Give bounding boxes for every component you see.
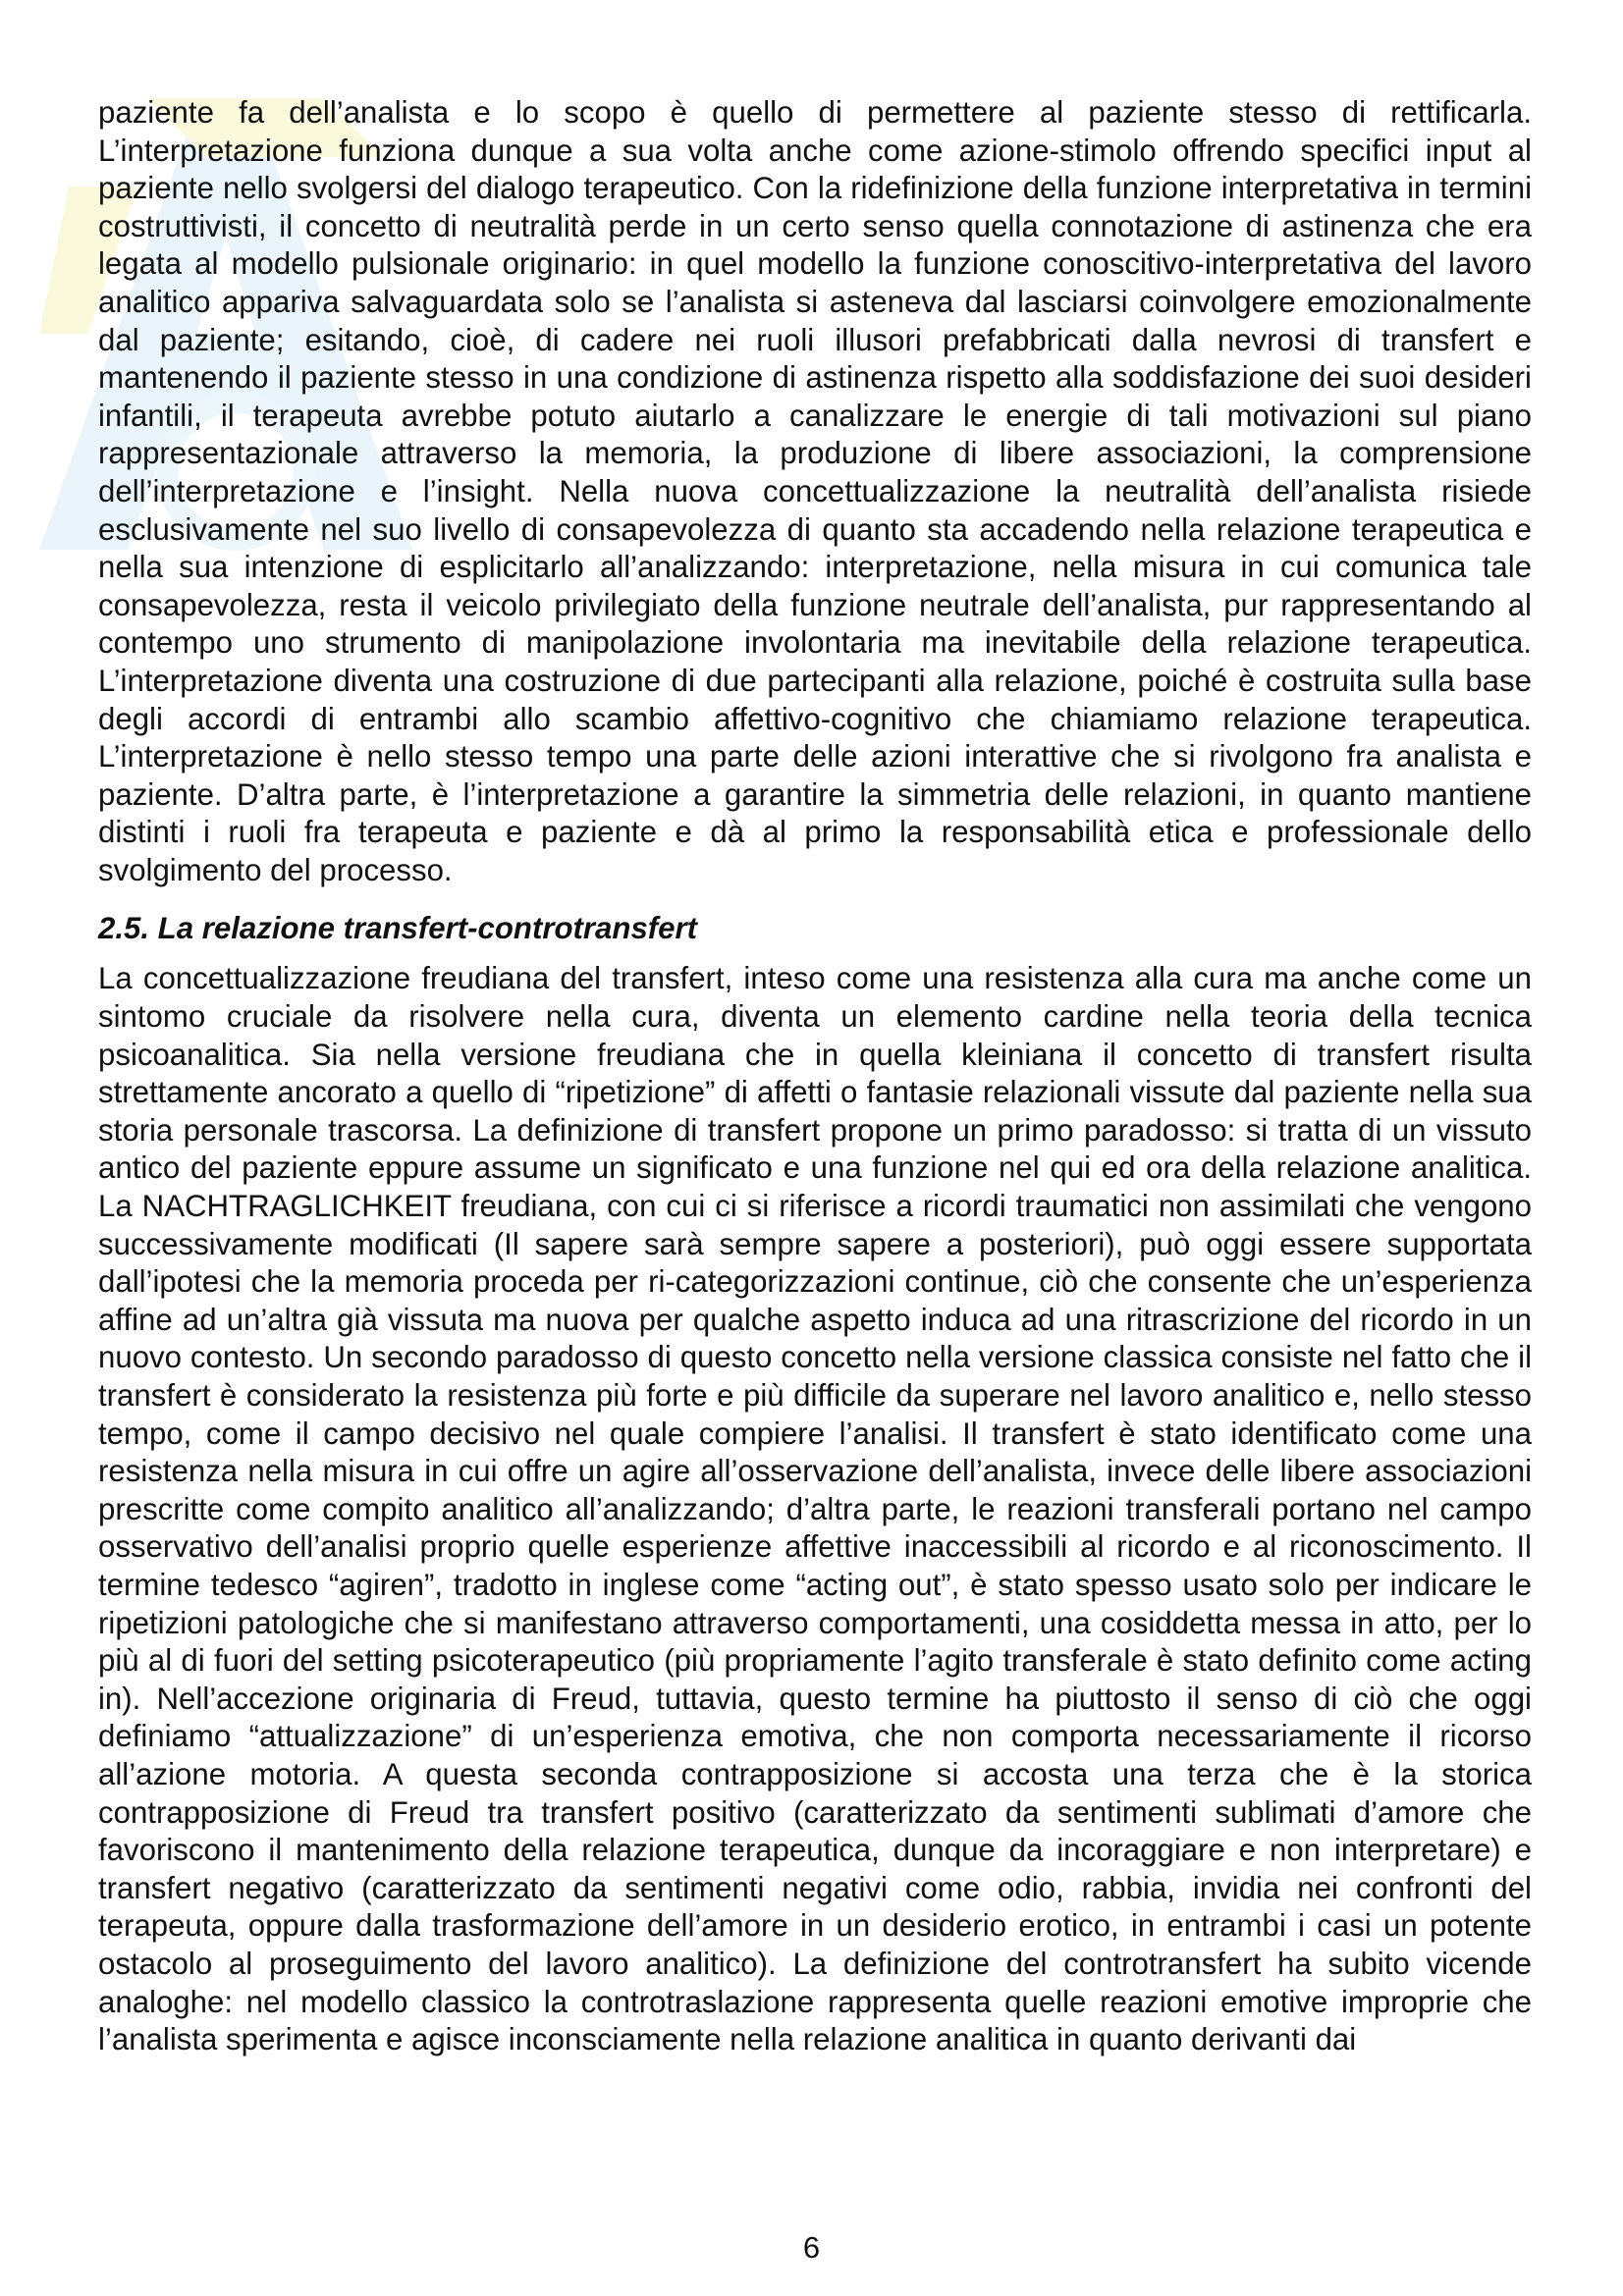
paragraph: paziente fa dell’analista e lo scopo è quello di permettere al paziente stesso di rettificarla. L’interpretazione funziona dunque a sua volta anche come azione-stimolo offrendo specifici input al paziente nello svolgersi del dialogo terapeutico. Con la ridefinizione della funzione interpretativa in termini costruttivisti, il concetto di neutralità perde in un certo senso quella connotazione di astinenza che era legata al modello pulsionale originario: in quel modello la funzione conoscitivo-interpretativa del lavoro analitico appariva salvaguardata solo se l’analista si asteneva dal lasciarsi coinvolgere emozionalmente dal paziente; esitando, cioè, di cadere nei ruoli illusori prefabbricati dalla nevrosi di transfert e mantenendo il paziente stesso in una condizione di astinenza rispetto alla soddisfazione dei suoi desideri infantili, il terapeuta avrebbe potuto aiutarlo a canalizzare le energie di tali motivazioni sul piano rappresentazionale attraverso la memoria, la produzione di libere associazioni, la comprensione dell’interpretazione e l’insight. Nella nuova concettualizzazione la neutralità dell’analista risiede esclusivamente nel suo livello di consapevolezza di quanto sta accadendo nella relazione terapeutica e nella sua intenzione di esplicitarlo all’analizzando: interpretazione, nella misura in cui comunica tale consapevolezza, resta il veicolo privilegiato della funzione neutrale dell’analista, pur rappresentando al contempo uno strumento di manipolazione involontaria ma inevitabile della relazione terapeutica. L’interpretazione diventa una costruzione di due partecipanti alla relazione, poiché è costruita sulla base degli accordi di entrambi allo scambio affettivo-cognitivo che chiamiamo relazione terapeutica. L’interpretazione è nello stesso tempo una parte delle azioni interattive che si rivolgono fra analista e paziente. D’altra parte, è l’interpretazione a garantire la simmetria delle relazioni, in quanto mantiene distinti i ruoli fra terapeuta e paziente e dà al primo la responsabilità etica e professionale dello svolgimento del processo. xyxy=(98,95,1532,887)
document-body xyxy=(98,94,1532,2059)
paragraph: La concettualizzazione freudiana del transfert, inteso come una resistenza alla cura ma anche come un sintomo cruciale da risolvere nella cura, diventa un elemento cardine nella teoria della tecnica psicoanalitica. Sia nella versione freudiana che in quella kleiniana il concetto di transfert risulta strettamente ancorato a quello di “ripetizione” di affetti o fantasie relazionali vissute dal paziente nella sua storia personale trascorsa. La definizione di transfert propone un primo paradosso: si tratta di un vissuto antico del paziente eppure assume un significato e una funzione nel qui ed ora della relazione analitica. La NACHTRAGLICHKEIT freudiana, con cui ci si riferisce a ricordi traumatici non assimilati che vengono successivamente modificati (Il sapere sarà sempre sapere a posteriori), può oggi essere supportata dall’ipotesi che la memoria proceda per ri-categorizzazioni continue, ciò che consente che un’esperienza affine ad un’altra già vissuta ma nuova per qualche aspetto induca ad una ritrascrizione del ricordo in un nuovo contesto. Un secondo paradosso di questo concetto nella versione classica consiste nel fatto che il transfert è considerato la resistenza più forte e più difficile da superare nel lavoro analitico e, nello stesso tempo, come il campo decisivo nel quale compiere l’analisi. Il transfert è stato identificato come una resistenza nella misura in cui offre un agire all’osservazione dell’analista, invece delle libere associazioni prescritte come compito analitico all’analizzando; d’altra parte, le reazioni transferali portano nel campo osservativo dell’analisi proprio quelle esperienze affettive inaccessibili al ricordo e al riconoscimento. Il termine tedesco “agiren”, tradotto in inglese come “acting out”, è stato spesso usato solo per indicare le ripetizioni patologiche che si manifestano attraverso comportamenti, una cosiddetta messa in atto, per lo più al di fuori del setting psicoterapeutico (più propriamente l’agito transferale è stato definito come acting in). Nell’accezione originaria di Freud, tuttavia, questo termine ha piuttosto il senso di ciò che oggi definiamo “attualizzazione” di un’esperienza emotiva, che non comporta necessariamente il ricorso all’azione motoria. A questa seconda contrapposizione si accosta una terza che è la storica contrapposizione di Freud tra transfert positivo (caratterizzato da sentimenti sublimati d’amore che favoriscono il mantenimento della relazione terapeutica, dunque da incoraggiare e non interpretare) e transfert negativo (caratterizzato da sentimenti negativi come odio, rabbia, invidia nei confronti del terapeuta, oppure dalla trasformazione dell’amore in un desiderio erotico, in entrambi i casi un potente ostacolo al proseguimento del lavoro analitico). La definizione del controtransfert ha subito vicende analoghe: nel modello classico la controtraslazione rappresenta quelle reazioni emotive improprie che l’analista sperimenta e agisce inconsciamente nella relazione analitica in quanto derivanti dai xyxy=(98,961,1532,2057)
section-heading: 2.5. La relazione transfert-controtransfert xyxy=(98,911,698,946)
page-number: 6 xyxy=(802,2230,821,2265)
